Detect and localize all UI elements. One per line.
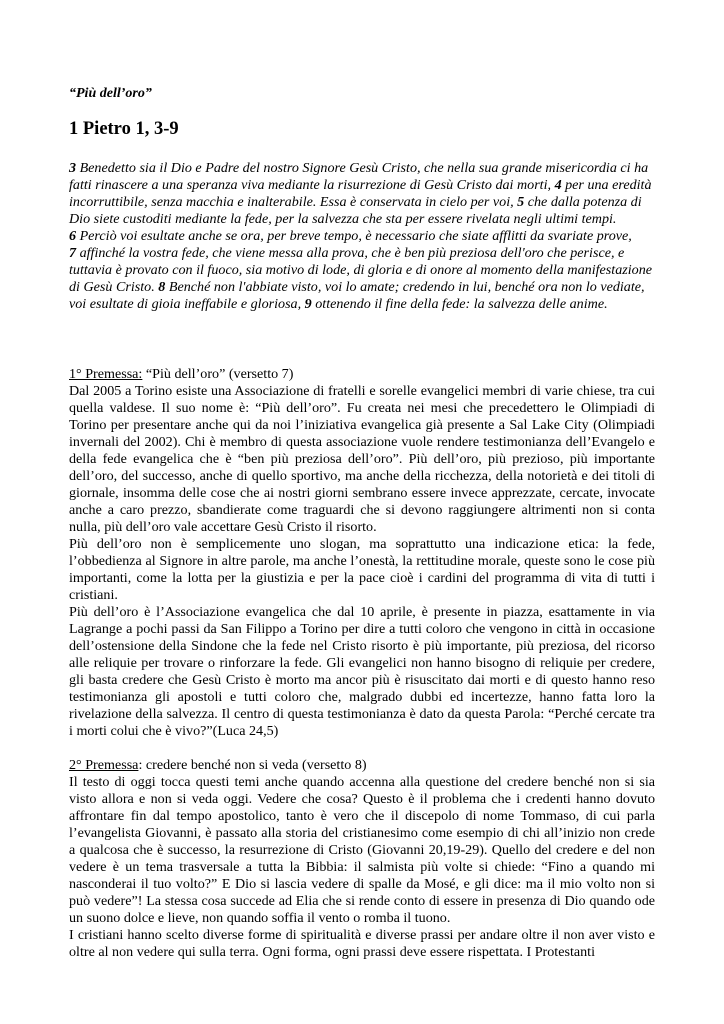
verse-text: Benché non l'abbiate visto, voi lo amate; credendo in lui, benché ora non lo vediate, voi esultate di gioia ineffabile e gloriosa, [69,279,645,312]
paragraph: Il testo di oggi tocca questi temi anche quando accenna alla questione del credere benché non si sia visto allora e non si veda oggi. Vedere che cosa? Questo è il problema che i credenti hanno dovuto affrontare fin dal tempo apostolico, tanto è vero che il discepolo di nome Tommaso, di cui parla l’evangelista Giovanni, è passato alla storia del cristianesimo come esempio di chi all’inizio non crede a qualcosa che è successo, la resurrezione di Cristo (Giovanni 20,19-29). Quello del credere e del non vedere è un tema trasversale a tutta la Bibbia: il salmista più volte si chiede: “Fino a quando mi nasconderai il tuo volto?” E Dio si lascia vedere di spalle da Mosé, e gli dice: ma il mio volto non si può vedere”! La stessa cosa succede ad Elia che si rende conto di essere in presenza di Dio quando ode un suono dolce e lieve, non quando soffia il vento o romba il tuono. [69,774,655,926]
verse-text: affinché la vostra fede, che viene messa alla prova, che è ben più preziosa dell'oro che perisce, e tuttavia è provato con il fuoco, sia motivo di lode, di gloria e di onore al momento della manifestazione di Gesù Cristo. [69,245,652,295]
scripture-reference: 1 Pietro 1, 3-9 [69,119,179,139]
paragraph-spacer [69,740,655,757]
section-heading-text: : credere benché non si veda (versetto 8) [138,757,367,773]
scripture-text [69,160,655,313]
section-heading-text: “Più dell’oro” (versetto 7) [142,366,294,382]
section-heading-label: 1° Premessa: [69,366,143,382]
verse-text: che dalla potenza di Dio siete custoditi mediante la fede, per la salvezza che sta per essere rivelata negli ultimi tempi. [69,194,642,227]
sermon-title: “Più dell’oro” [69,86,152,101]
verse-number: 5 [517,194,525,210]
section-heading-label: 2° Premessa [69,757,139,773]
verse-text: Benedetto sia il Dio e Padre del nostro Signore Gesù Cristo, che nella sua grande misericordia ci ha fatti rinascere a una speranza viva mediante la risurrezione di Gesù Cristo dai morti, [69,160,649,193]
paragraph: Dal 2005 a Torino esiste una Associazione di fratelli e sorelle evangelici membri di varie chiese, tra cui quella valdese. Il suo nome è: “Più dell’oro”. Fu creata nei mesi che precedettero le Olimpiadi di Torino per presentare anche qui da noi l’iniziativa evangelica già presente a Sal Lake City (Olimpiadi invernali del 2002). Chi è membro di questa associazione vuole rendere testimonianza dell’Evangelo e della fede evangelica che è “ben più preziosa dell’oro”. Più dell’oro, più prezioso, più importante dell’oro, del successo, anche di quello sportivo, ma anche della ricchezza, della notorietà e dei titoli di giornale, insomma delle cose che ai nostri giorni sembrano essere invece apprezzate, cercate, invocate anche a caro prezzo, sbandierate come traguardi che si devono raggiungere altrimenti non si conta nulla, più dell’oro vale accettare Gesù Cristo il risorto. [69,383,655,535]
paragraph: I cristiani hanno scelto diverse forme di spiritualità e diverse prassi per andare oltre il non aver visto e oltre al non vedere qui sulla terra. Ogni forma, ogni prassi deve essere rispettata. I Protestanti [69,927,655,960]
paragraph: Più dell’oro non è semplicemente uno slogan, ma soprattutto una indicazione etica: la fede, l’obbedienza al Signore in altre parole, ma anche l’onestà, la rettitudine morale, queste sono le cose più importanti, come la lotta per la giustizia e per la pace cioè i cardini del programma di vita di tutti i cristiani. [69,536,655,603]
verse-number: 4 [554,177,562,193]
verse-number: 3 [69,160,77,176]
section-heading-1 [69,366,655,383]
sermon-body [69,366,655,961]
verse-number: 6 [69,228,77,244]
verse-number: 9 [304,296,312,312]
verse-number: 8 [158,279,166,295]
section-heading-2 [69,757,655,774]
verse-text: ottenendo il fine della fede: la salvezza delle anime. [311,296,608,312]
verse-number: 7 [69,245,77,261]
verse-text: Perciò voi esultate anche se ora, per breve tempo, è necessario che siate afflitti da svariate prove, [76,228,632,244]
paragraph: Più dell’oro è l’Associazione evangelica che dal 10 aprile, è presente in piazza, esattamente in via Lagrange a pochi passi da San Filippo a Torino per dire a tutti coloro che vengono in città in occasione dell’ostensione della Sindone che la fede nel Cristo risorto è più importante, più preziosa, del ricorso alle reliquie per trovare o rinforzare la fede. Gli evangelici non hanno bisogno di reliquie per credere, gli basta credere che Gesù Cristo è morto ma ancor più è risuscitato dai morti e di questo hanno reso testimonianza gli apostoli e tutti coloro che, malgrado dubbi ed incertezze, hanno fatta loro la rivelazione della salvezza. Il centro di questa testimonianza è dato da questa Parola: “Perché cercate tra i morti colui che è vivo?”(Luca 24,5) [69,604,655,739]
verse-text: per una eredità incorruttibile, senza macchia e inalterabile. Essa è conservata in cielo per voi, [69,177,652,210]
